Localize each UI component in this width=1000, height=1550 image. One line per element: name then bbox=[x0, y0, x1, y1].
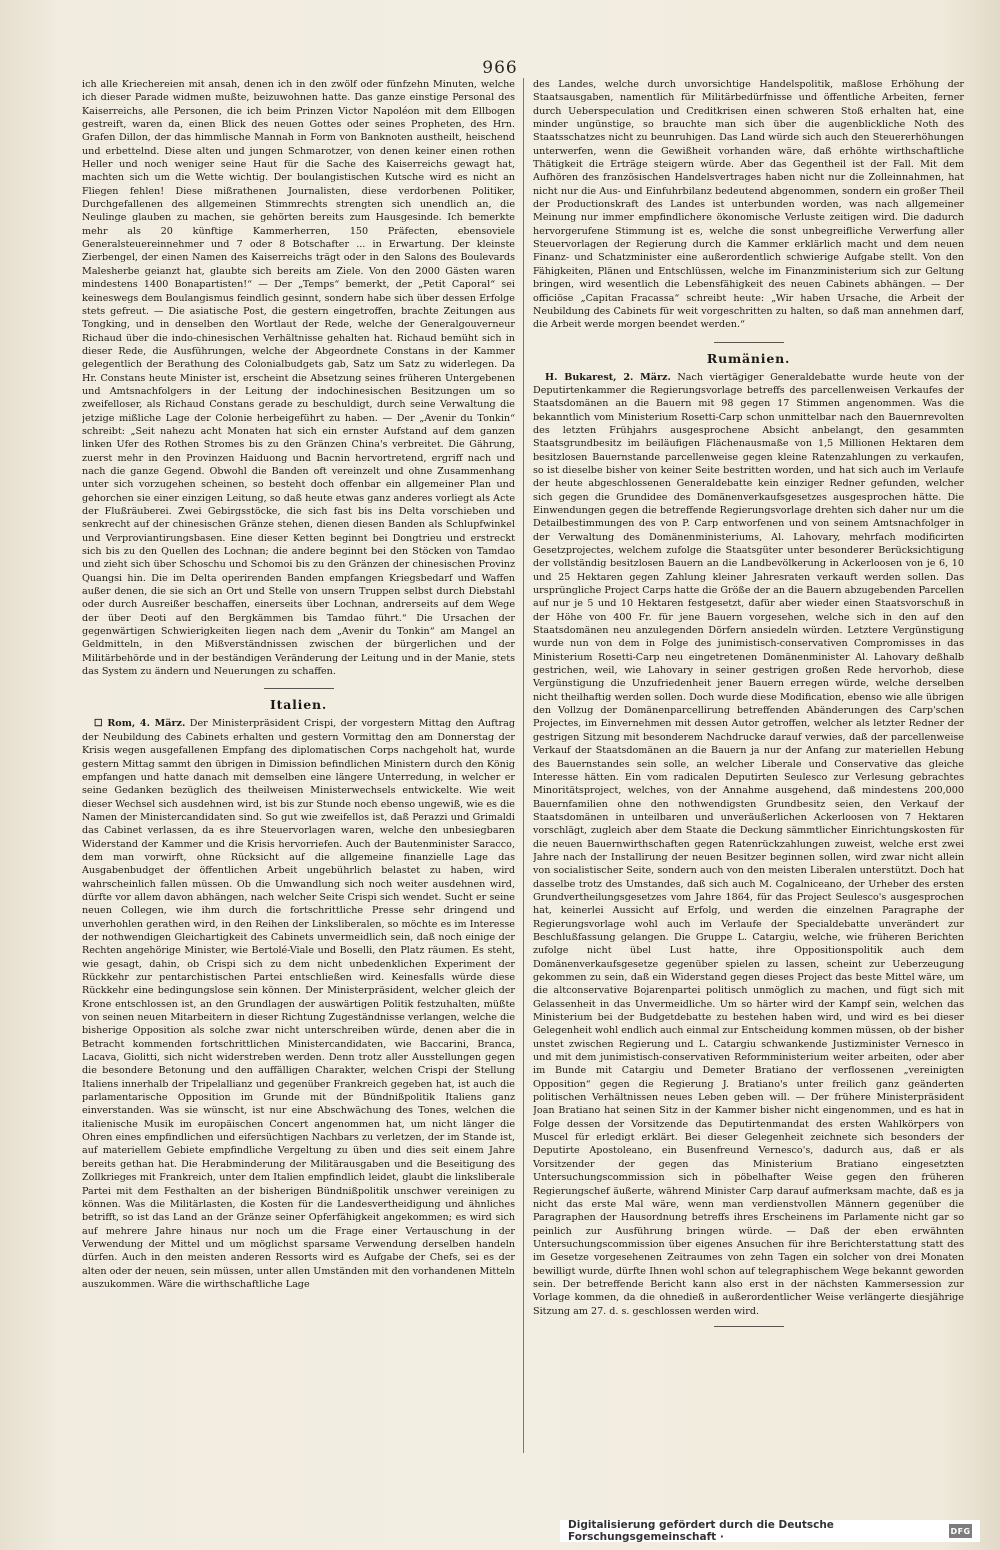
italien-dateline: ☐ Rom, 4. März. bbox=[94, 718, 186, 730]
dfg-logo-icon: DFG bbox=[949, 1524, 972, 1538]
rumaenien-article-text: Nach viertägiger Generaldebatte wurde heute von der Deputirtenkammer die Regierungsvorlage betreffs des parcellenweisen Verkaufes der Staatsdomänen an die Bauern mit 98 gegen 17 Stimmen angenommen. Was die bekanntlich vom Ministerium Rosetti-Carp schon unmittelbar nach den Bauernrevolten des letzten Frühjahrs ausgesprochene Absicht anbelangt, den gesammten Staatsgrundbesitz im beiläufigen Flächenausmaße von 1,5 Millionen Hektaren dem besitzlosen Bauernstande parcellenweise gegen kleine Ratenzahlungen zu verkaufen, so ist dieselbe bisher von keiner Seite bestritten worden, und hat sich auch im Verlaufe der heute abgeschlossenen Generaldebatte kein einziger Redner gefunden, welcher sich gegen die Grundidee des Domänenverkaufsgesetzes ausgesprochen hätte. Die Einwendungen gegen die betreffende Regierungsvorlage drehten sich daher nur um die Detailbestimmungen des von P. Carp entworfenen und von seinem Amtsnachfolger in der Verwaltung des Domänenministeriums, Al. Lahovary, mehrfach modificirten Gesetzprojectes, welchem zufolge die Staatsgüter unter besonderer Berücksichtigung der vollständig besitzlosen Bauern an die Landbevölkerung in Ackerloosen von je 6, 10 und 25 Hektaren gegen Zahlung kleiner Jahresraten verkauft werden sollen. Das ursprüngliche Project Carps hatte die Größe der an die Bauern abzugebenden Parcellen auf nur je 5 und 10 Hektaren festgesetzt, dafür aber wieder einen Staatsvorschuß in der Höhe von 400 Fr. für jene Bauern vorgesehen, welche sich in den auf den Staatsdomänen neu anzulegenden Dörfern ansiedeln würden. Letztere Vergünstigung wurde nun von dem in Folge des junimistisch-conservativen Compromisses in das Ministerium Rosetti-Carp neu eingetretenen Domänenminister Al. Lahovary deßhalb gestrichen, weil, wie Lahovary in seiner gestrigen großen Rede hervorhob, diese Vergünstigung die Unzufriedenheit jener Bauern erregen würde, welche derselben nicht theilhaftig werden sollen. Doch wurde diese Modification, ebenso wie alle übrigen den Vollzug der Domänenparcellirung betreffenden Abänderungen des Carp'schen Projectes, im Einvernehmen mit dessen Autor getroffen, welcher als letzter Redner der gestrigen Sitzung mit besonderem Nachdrucke darauf verwies, daß der parcellenweise Verkauf der Staatsdomänen an die Bauern ja nur der Anfang zur materiellen Hebung des Bauernstandes sein solle, an welcher Liberale und Conservative das gleiche Interesse hätten. Ein vom radicalen Deputirten Seulesco zur Verlesung gebrachtes Minoritätsproject, welches, von der Annahme ausgehend, daß mindestens 200,000 Bauernfamilien ohne den nothwendigsten Grundbesitz seien, den Verkauf der Staatsdomänen in unteilbaren und unveräußerlichen Ackerloosen von 7 Hektaren vorschlägt, zugleich aber dem Staate die Deckung sämmtlicher Einrichtungskosten für die neuen Bauernwirthschaften gegen Ratenrückzahlungen zuweist, welche erst zwei Jahre nach der Installirung der neuen Besitzer beginnen sollen, wird zwar nicht allein von socialistischer Seite, sondern auch von den meisten Liberalen unterstützt. Doch hat dasselbe trotz des Umstandes, daß sich auch M. Cogalniceano, der Urheber des ersten Grundvertheilungsgesetzes vom Jahre 1864, für das Project Seulesco's ausgesprochen hat, keinerlei Aussicht auf Erfolg, und werden die einzelnen Paragraphe der Regierungsvorlage wohl auch im Verlaufe der Specialdebatte unverändert zur Beschlußfassung gelangen. Die Gruppe L. Catargiu, welche, wie früheren Berichten zufolge nicht übel Lust hatte, ihre Oppositionspolitik auch dem Domänenverkaufsgesetze gegenüber spielen zu lassen, scheint zur Ueberzeugung gekommen zu sein, daß ein Widerstand gegen dieses Project das beste Mittel wäre, um die altconservative Bojarenpartei politisch unmöglich zu machen, und fügt sich mit Gelassenheit in das Unvermeidliche. Um so härter wird der Kampf sein, welchen das Ministerium bei der Budgetdebatte zu bestehen haben wird, und wird es bei dieser Gelegenheit wohl endlich auch einmal zur Entscheidung kommen müssen, ob der bisher unstet zwischen Regierung und L. Catargiu schwankende Justizminister Vernesco in und mit dem junimistisch-conservativen Reformministerium weiter arbeiten, oder aber im Bunde mit Catargiu und Demeter Bratiano der verflossenen „vereinigten Opposition“ gegen die Regierung J. Bratiano's unter freilich ganz geänderten politischen Verhältnissen neues Leben geben will. — Der frühere Ministerpräsident Joan Bratiano hat seinen Sitz in der Kammer bisher nicht eingenommen, und es hat in Folge dessen der Vorsitzende das Deputirtenmandat des ersten Wahlkörpers von Muscel für erledigt erklärt. Bei dieser Gelegenheit zeichnete sich besonders der Deputirte Apostoleano, ein Busenfreund Vernesco's, dadurch aus, daß er als Vorsitzender der gegen das Ministerium Bratiano eingesetzten Untersuchungscommission sich in pöbelhafter Weise gegen den früheren Regierungschef äußerte, während Minister Carp darauf aufmerksam machte, daß es ja nicht das erste Mal wäre, wenn man verdienstvollen Männern gegenüber die Paragraphen der Hausordnung betreffs ihres Erscheinens im Parlamente nicht gar so peinlich zur Ausführung bringen würde. — Daß der eben erwähnten Untersuchungscommission über eigenes Ansuchen für ihre Berichterstattung statt des im Gesetze vorgesehenen Zeitraumes von zehn Tagen ein solcher von drei Monaten bewilligt wurde, dürfte Ihnen wohl schon auf telegraphischem Wege bekannt geworden sein. Der betreffende Bericht kann also erst in der nächsten Kammersession zur Vorlage kommen, da die ohnedieß in außerordentlicher Weise verlängerte diesjährige Sitzung am 27. d. s. geschlossen werden wird. bbox=[533, 371, 964, 1317]
italien-article-text: Der Ministerpräsident Crispi, der vorgestern Mittag den Auftrag der Neubildung des Cabinets erhalten und gestern Vormittag den am Donnerstag der Krisis wegen ausgefallenen Empfang des diplomatischen Corps nachgeholt hat, wurde gestern Mittag sammt den übrigen in Dimission befindlichen Ministern durch den König empfangen und hatte danach mit demselben eine längere Unterredung, in welcher er seine Gedanken bezüglich des theilweisen Ministerwechsels entwickelte. Wie weit dieser Wechsel sich ausdehnen wird, ist bis zur Stunde noch ebenso ungewiß, wie es die Namen der Ministercandidaten sind. So gut wie zweifellos ist, daß Perazzi und Grimaldi das Cabinet verlassen, da es ihre Steuervorlagen waren, welche den unbesiegbaren Widerstand der Kammer und die Krisis hervorriefen. Auch der Bautenminister Saracco, dem man vorwirft, ohne Rücksicht auf die allgemeine finanzielle Lage das Ausgabenbudget der öffentlichen Arbeit ungebührlich belastet zu haben, wird wahrscheinlich fallen müssen. Ob die Umwandlung sich noch weiter ausdehnen wird, dürfte vor allem davon abhängen, nach welcher Seite Crispi sich wendet. Sucht er seine neuen Collegen, wie ihm durch die fortschrittliche Presse sehr dringend und unverhohlen gerathen wird, in den Reihen der Linksliberalen, so möchte es im Interesse der nothwendigen Gleichartigkeit des Cabinets unvermeidlich sein, daß noch einige der Rechten angehörige Minister, wie Bertolé-Viale und Boselli, den Platz räumen. Es steht, wie gesagt, dahin, ob Crispi sich zu dem nicht unbedenklichen Experiment der Rückkehr zur pentarchistischen Partei entschließen wird. Keinesfalls würde diese Rückkehr eine bedingungslose sein können. Der Ministerpräsident, welcher gleich der Krone entschlossen ist, an den Grundlagen der auswärtigen Politik festzuhalten, müßte von seinen neuen Mitarbeitern in dieser Richtung Zugeständnisse verlangen, welche die bisherige Opposition als solche zwar nicht unterschreiben würde, denen aber die in Betracht kommenden fortschrittlichen Ministercandidaten, wie Baccarini, Branca, Lacava, Giolitti, sich nicht widerstreben werden. Denn trotz aller Ausstellungen gegen die besondere Betonung und den auffälligen Charakter, welchen Crispi der Stellung Italiens innerhalb der Tripelallianz und gegenüber Frankreich gegeben hat, ist auch die parlamentarische Opposition im Grunde mit der Bündnißpolitik Italiens ganz einverstanden. Was sie wünscht, ist nur eine Abschwächung des Tones, welchen die italienische Musik im europäischen Concert angenommen hat, um nicht länger die Ohren eines empfindlichen und eifersüchtigen Nachbars zu verletzen, der im Stande ist, auf materiellem Gebiete empfindliche Vergeltung zu üben und dies seit einem Jahre bereits gethan hat. Die Herabminderung der Militärausgaben und die Beseitigung des Zollkrieges mit Frankreich, unter dem Italien empfindlich leidet, glaubt die linksliberale Partei mit dem Festhalten an der bisherigen Bündnißpolitik unschwer vereinigen zu können. Was die Militärlasten, die Kosten für die Landesvertheidigung und ähnliches betrifft, so ist das Land an der Gränze seiner Opferfähigkeit angekommen; es wird sich auf mehrere Jahre hinaus nur noch um die Frage einer Vertauschung in der Verwendung der Mittel und um möglichst sparsame Verwendung derselben handeln dürfen. Auch in den meisten anderen Ressorts wird es Aufgabe der Chefs, sei es der alten oder der neuen, sein müssen, unter allen Umständen mit den vorhandenen Mitteln auszukommen. Wäre die wirthschaftliche Lage bbox=[82, 718, 515, 1290]
rumaenien-article bbox=[533, 371, 964, 1318]
italien-article bbox=[82, 717, 515, 1291]
section-heading-italien: Italien. bbox=[269, 697, 327, 713]
right-column bbox=[533, 78, 964, 1453]
left-column bbox=[82, 78, 515, 1453]
page-number: 966 bbox=[482, 58, 518, 78]
section-divider bbox=[714, 342, 784, 343]
right-intro-paragraph: des Landes, welche durch unvorsichtige Handelspolitik, maßlose Erhöhung der Staatsausgaben, namentlich für Militärbedürfnisse und öffentliche Arbeiten, ferner durch Ueberspeculation und Creditkrisen einen schweren Stoß erhalten hat, eine minder ungünstige, so brauchte man sich über die augenblickliche Noth des Staatsschatzes nicht zu beunruhigen. Das Land würde sich auch den Steuererhöhungen unterwerfen, wenn die Gewißheit vorhanden wäre, daß erhöhte wirthschaftliche Thätigkeit die Erträge steigern würde. Aber das Gegentheil ist der Fall. Mit dem Aufhören des französischen Handelsvertrages haben nicht nur die Zolleinnahmen, hat nicht nur die Aus- und Einfuhrbilanz bedeutend abgenommen, sondern ein großer Theil der Productionskraft des Landes ist unterbunden worden, was nach allgemeiner Meinung nur immer empfindlichere ökonomische Verluste zeitigen wird. Die dadurch hervorgerufene Stimmung ist es, welche die sonst unbegreifliche Verwerfung aller Steuervorlagen der Regierung durch die Kammer erklärlich macht und dem neuen Finanz- und Schatzminister eine außerordentlich schwierige Aufgabe stellt. Von den Fähigkeiten, Plänen und Entschlüssen, welche im Finanzministerium sich zur Geltung bringen, wird wesentlich die Lebensfähigkeit des neuen Cabinets abhängen. — Der officiöse „Capitan Fracassa“ schreibt heute: „Wir haben Ursache, die Arbeit der Neubildung des Cabinets für weit vorgeschritten zu halten, so daß man annehmen darf, die Arbeit werde morgen beendet werden.“ bbox=[533, 79, 964, 331]
section-heading-rumaenien: Rumänien. bbox=[706, 350, 791, 366]
rumaenien-dateline: H. Bukarest, 2. März. bbox=[545, 371, 671, 383]
article-end-rule bbox=[714, 1326, 784, 1327]
digitization-footer bbox=[560, 1520, 980, 1542]
section-divider bbox=[264, 688, 334, 689]
left-intro-paragraph: ich alle Kriechereien mit ansah, denen ich in den zwölf oder fünfzehn Minuten, welche ich dieser Parade widmen mußte, beizuwohnen hatte. Das ganze einstige Personal des Kaiserreichs, alle Personen, die ich beim Prinzen Victor Napoléon mit dem Ellbogen gestreift, waren da, einen Blick des neuen Gottes oder seines Propheten, des Hrn. Grafen Dillon, der das himmlische Mannah in Form von Banknoten austheilt, heischend und erbettelnd. Diese alten und jungen Schmarotzer, von denen keiner einen rothen Heller und noch weniger seine Haut für die Sache des Kaiserreichs gewagt hat, machten sich um die Wette wichtig. Der boulangistischen Kutsche wird es nicht an Fliegen fehlen! Diese mißrathenen Journalisten, diese verdorbenen Politiker, Durchgefallenen des allgemeinen Stimmrechts strengten sich unendlich an, die Neulinge glauben zu machen, sie gehörten bereits zum Hausgesinde. Ich bemerkte mehr als 20 künftige Kammerherren, 150 Präfecten, ebensoviele Generalsteuereinnehmer und 7 oder 8 Botschafter ... in Erwartung. Der kleinste Zierbengel, der einen Namen des Kaiserreichs trägt oder in den Salons des Boulevards Malesherbe geianzt hat, glaubte sich bereits am Ziele. Von den 2000 Gästen waren mindestens 1400 Bonapartisten!“ — Der „Temps“ bemerkt, der „Petit Caporal“ sei keineswegs dem Boulangismus feindlich gesinnt, sondern habe sich über dessen Erfolge stets gefreut. — Die asiatische Post, die gestern eingetroffen, brachte Zeitungen aus Tongking, und in denselben den Wortlaut der Rede, welche der Generalgouverneur Richaud über die indo-chinesischen Verhältnisse gehalten hat. Richaud bemüht sich in dieser Rede, die Ausführungen, welche der Abgeordnete Constans in der Kammer gelegentlich der Berathung des Colonialbudgets gab, Satz um Satz zu widerlegen. Da Hr. Constans heute Minister ist, erscheint die Absetzung seines früheren Untergebenen und Amtsnachfolgers in der Leitung der indochinesischen Besitzungen um so zweifelloser, als Richaud Constans gerade zu beschuldigt, durch seine Verwaltung die jetzige mißliche Lage der Colonie herbeigeführt zu haben. — Der „Avenir du Tonkin“ schreibt: „Seit nahezu acht Monaten hat sich ein ernster Aufstand auf dem ganzen linken Ufer des Rothen Stromes bis zu den Gränzen China's verbreitet. Die Gährung, zuerst mehr in den Provinzen Haiduong und Bacnin hervortretend, ergriff nach und nach die ganze Gegend. Obwohl die Banden oft vereinzelt und ohne Zusammenhang unter sich vorzugehen scheinen, so besteht doch offenbar ein allgemeiner Plan und gehorchen sie einer einzigen Leitung, so daß heute etwas ganz anderes vorliegt als Acte der Flußräuberei. Zwei Gebirgsstöcke, die sich fast bis ins Delta vorschieben und senkrecht auf der chinesischen Gränze stehen, dienen diesen Banden als Schlupfwinkel und Verproviantirungsbasen. Eine dieser Ketten beginnt bei Dongtrieu und erstreckt sich bis zu den Quellen des Lochnan; die andere beginnt bei den Stöcken von Tamdao und zieht sich über Schoschu und Schomoi bis zu den Gränzen der chinesischen Provinz Quangsi hin. Die im Delta operirenden Banden empfangen Kriegsbedarf und Waffen außer denen, die sie sich an Ort und Stelle von unsern Truppen selbst durch Diebstahl oder durch Ausreißer beschaffen, einerseits über Lochnan, andrerseits auf dem Wege der über Deoti auf den Bergkämmen bis Tamdao führt.“ Die Ursachen der gegenwärtigen Schwierigkeiten liegen nach dem „Avenir du Tonkin“ am Mangel an Geldmitteln, in den Mißverständnissen zwischen der bürgerlichen und der Militärbehörde und in der beständigen Veränderung der Leitung und in der Manie, stets das System zu ändern und Neuerungen zu schaffen. bbox=[82, 79, 515, 678]
column-divider bbox=[523, 78, 524, 1453]
footer-text: Digitalisierung gefördert durch die Deutsche Forschungsgemeinschaft · bbox=[568, 1519, 834, 1543]
